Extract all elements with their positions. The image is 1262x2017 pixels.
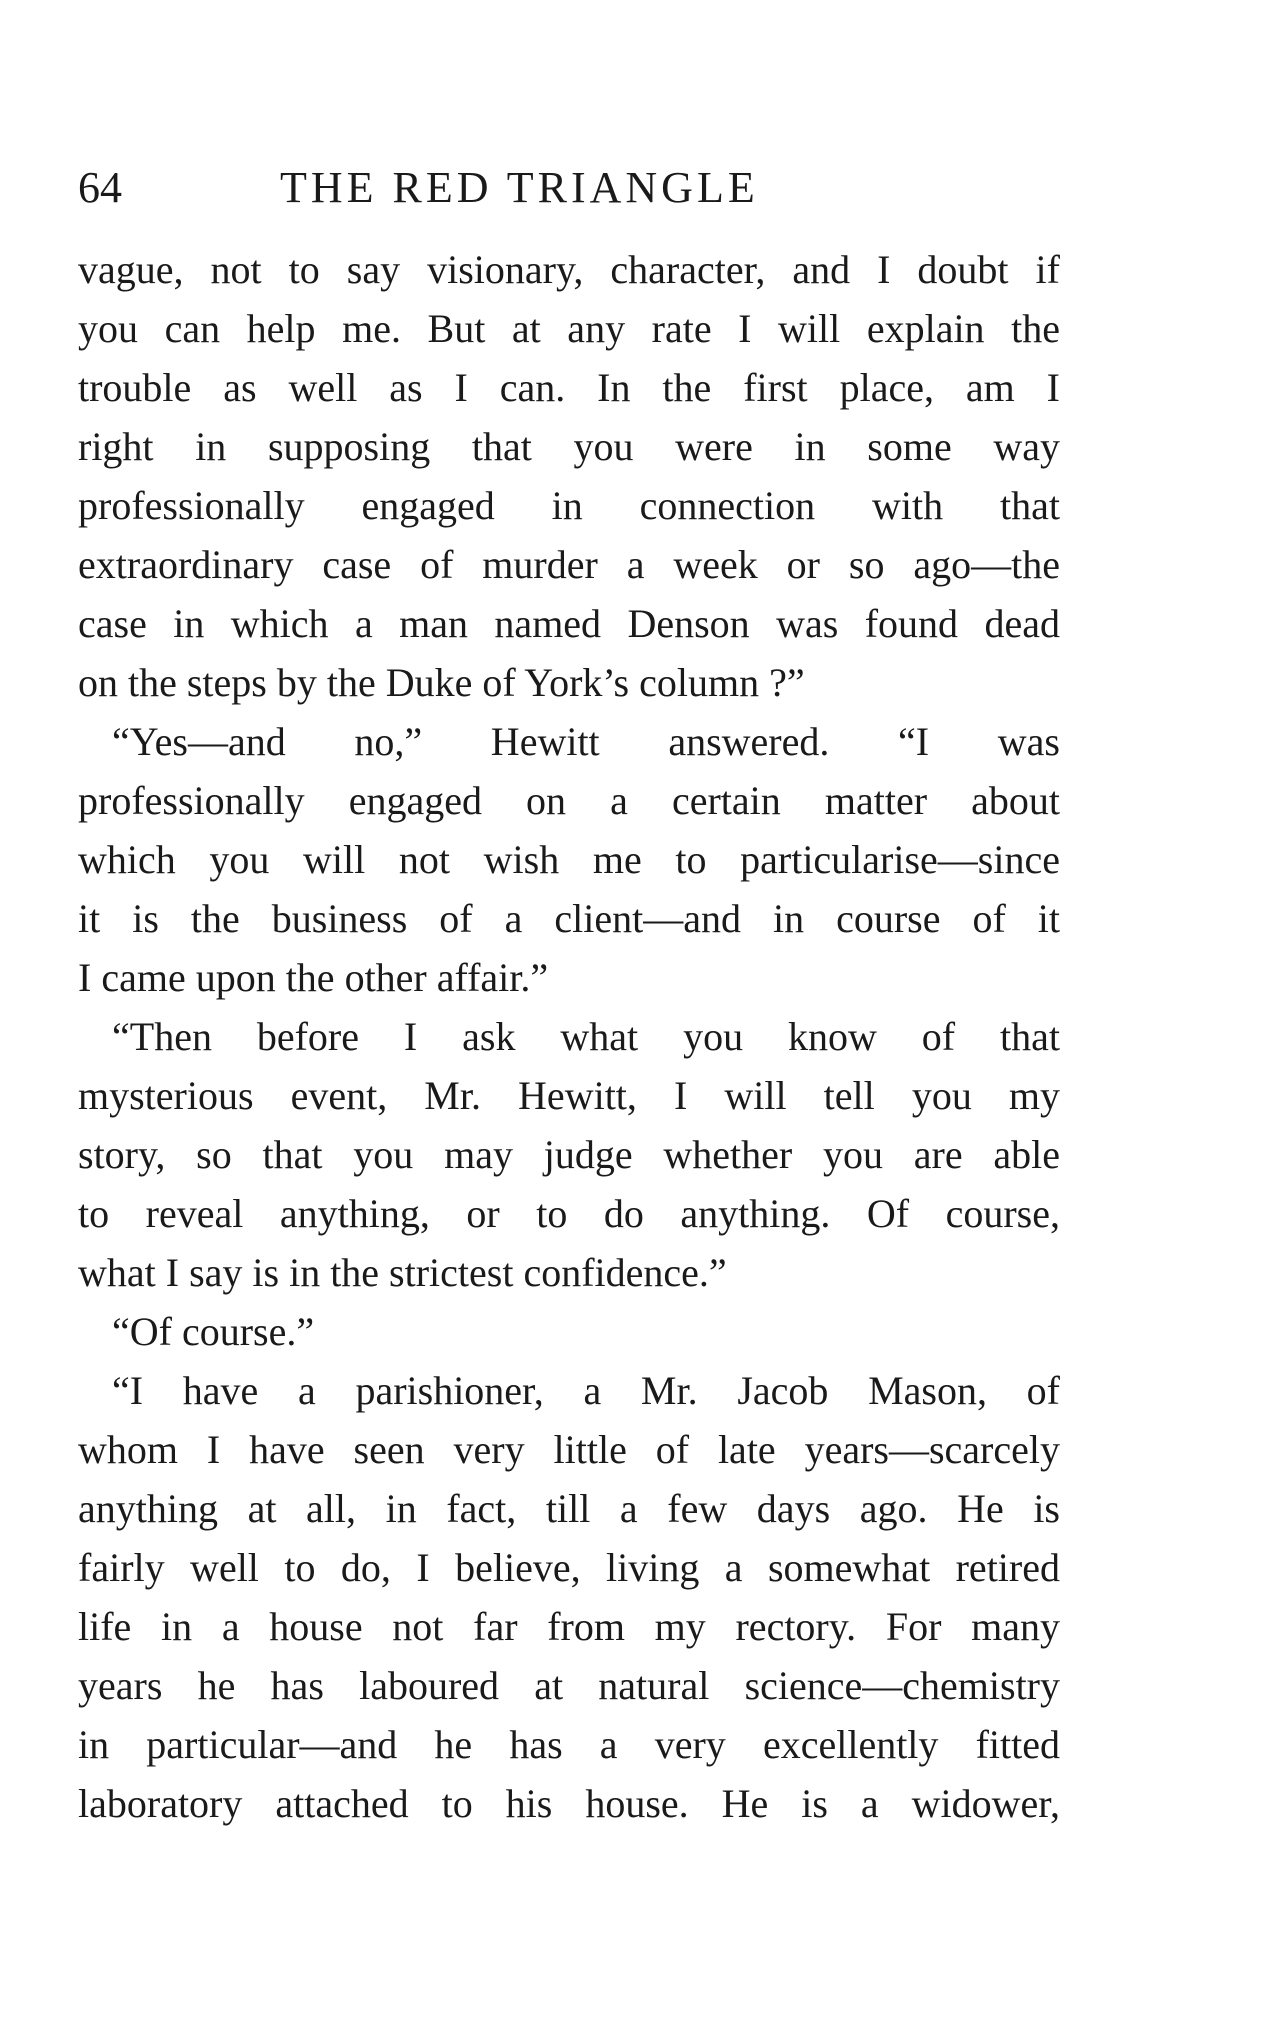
text-line: life in a house not far from my rectory. For many	[78, 1604, 1060, 1649]
text-line: “I have a parishioner, a Mr. Jacob Mason, of	[112, 1368, 1060, 1413]
text-line: mysterious event, Mr. Hewitt, I will tell you my	[78, 1073, 1060, 1118]
running-head	[78, 158, 1078, 218]
text-line: you can help me. But at any rate I will explain the	[78, 306, 1060, 351]
text-line: vague, not to say visionary, character, and I doubt if	[78, 247, 1060, 292]
text-line: which you will not wish me to particularise—since	[78, 837, 1060, 882]
text-line: “Then before I ask what you know of that	[112, 1014, 1060, 1059]
body-text	[78, 240, 1060, 1833]
text-line: years he has laboured at natural science—chemistry	[78, 1663, 1060, 1708]
text-line: case in which a man named Denson was found dead	[78, 601, 1060, 646]
text-line: professionally engaged in connection with that	[78, 483, 1060, 528]
text-line: right in supposing that you were in some way	[78, 424, 1060, 469]
text-line: what I say is in the strictest confidence.”	[78, 1250, 727, 1295]
text-line: anything at all, in fact, till a few days ago. He is	[78, 1486, 1060, 1531]
text-line: “Of course.”	[112, 1309, 315, 1354]
text-line: whom I have seen very little of late years—scarcely	[78, 1427, 1060, 1472]
text-line: on the steps by the Duke of York’s column ?”	[78, 660, 805, 705]
text-line: to reveal anything, or to do anything. Of course,	[78, 1191, 1060, 1236]
text-line: laboratory attached to his house. He is a widower,	[78, 1781, 1060, 1826]
text-line: I came upon the other affair.”	[78, 955, 549, 1000]
text-line: “Yes—and no,” Hewitt answered. “I was	[112, 719, 1060, 764]
running-title: THE RED TRIANGLE	[280, 163, 759, 212]
text-line: trouble as well as I can. In the first place, am I	[78, 365, 1060, 410]
text-line: fairly well to do, I believe, living a somewhat retired	[78, 1545, 1060, 1590]
text-line: extraordinary case of murder a week or so ago—the	[78, 542, 1060, 587]
text-line: in particular—and he has a very excellently fitted	[78, 1722, 1060, 1767]
text-line: it is the business of a client—and in course of it	[78, 896, 1060, 941]
text-line: professionally engaged on a certain matter about	[78, 778, 1060, 823]
text-line: story, so that you may judge whether you are able	[78, 1132, 1060, 1177]
page-number: 64	[78, 163, 122, 212]
